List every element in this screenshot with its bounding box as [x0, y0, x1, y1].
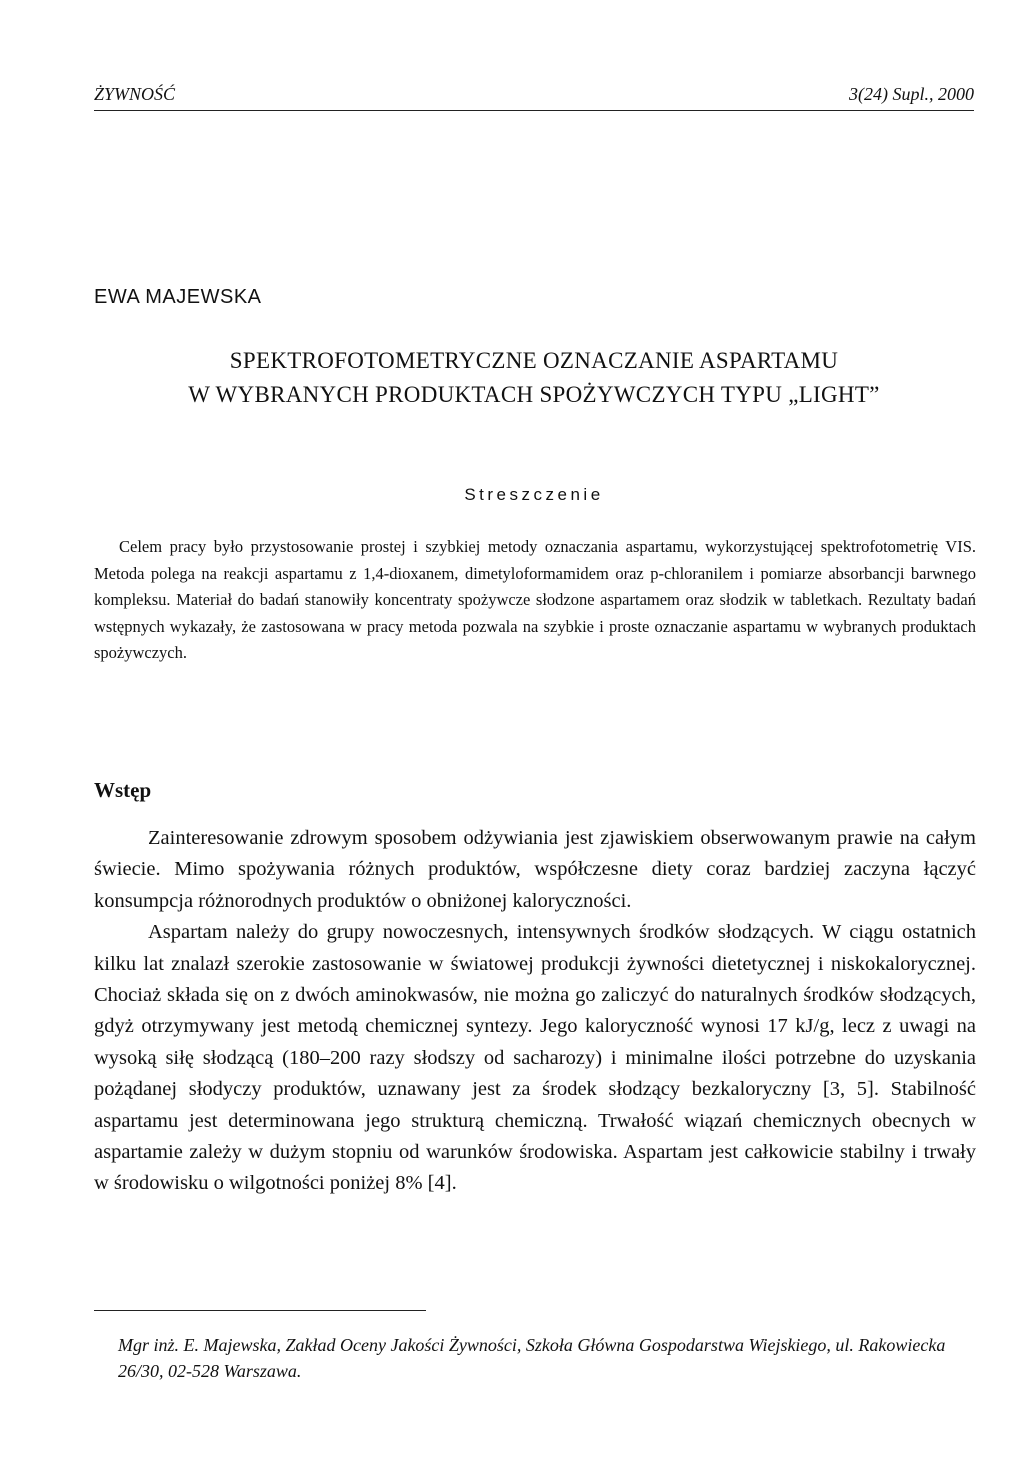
author-name: EWA MAJEWSKA — [94, 286, 262, 308]
footnote-rule — [94, 1310, 426, 1311]
title-line-2: W WYBRANYCH PRODUKTACH SPOŻYWCZYCH TYPU „LIGHT” — [188, 382, 880, 407]
section-heading: Wstęp — [94, 778, 152, 802]
abstract-text: Celem pracy było przystosowanie prostej i szybkiej metody oznaczania aspartamu, wykorzystującej spektrofotometrię VIS. Metoda polega na reakcji aspartamu z 1,4-dioxanem, dimetyloformamidem oraz p-chloranilem i pomiarze absorbancji barwnego kompleksu. Materiał do badań stanowiły koncentraty spożywcze słodzone aspartamem oraz słodzik w tabletkach. Rezultaty badań wstępnych wykazały, że zastosowana w pracy metoda pozwala na szybkie i proste oznaczanie aspartamu w wybranych produktach spożywczych. — [94, 537, 976, 663]
paragraph-1: Zainteresowanie zdrowym sposobem odżywiania jest zjawiskiem obserwowanym prawie na całym świecie. Mimo spożywania różnych produktów, współczesne diety coraz bardziej zaczyna łączyć konsumpcja różnorodnych produktów o obniżonej kaloryczności. — [94, 827, 976, 912]
issue-number: 3(24) Supl., 2000 — [849, 84, 974, 104]
article-title — [94, 344, 974, 412]
section-body — [94, 823, 976, 1200]
header-rule — [94, 110, 974, 111]
journal-name: ŻYWNOŚĆ — [94, 84, 176, 104]
author-affiliation-footnote: Mgr inż. E. Majewska, Zakład Oceny Jakości Żywności, Szkoła Główna Gospodarstwa Wiejskiego, ul. Rakowiecka 26/30, 02-528 Warszawa. — [118, 1335, 946, 1381]
paragraph-2: Aspartam należy do grupy nowoczesnych, intensywnych środków słodzących. W ciągu ostatnich kilku lat znalazł szerokie zastosowanie w światowej produkcji żywności dietetycznej i niskokalorycznej. Chociaż składa się on z dwóch aminokwasów, nie można go zaliczyć do naturalnych środków słodzących, gdyż otrzymywany jest metodą chemicznej syntezy. Jego kaloryczność wynosi 17 kJ/g, lecz z uwagi na wysoką siłę słodzącą (180–200 razy słodszy od sacharozy) i minimalne ilości potrzebne do uzyskania pożądanej słodyczy produktów, uznawany jest za środek słodzący bezkaloryczny [3, 5]. Stabilność aspartamu jest determinowana jego strukturą chemiczną. Trwałość wiązań chemicznych obecnych w aspartamie zależy w dużym stopniu od warunków środowiska. Aspartam jest całkowicie stabilny i trwały w środowisku o wilgotności poniżej 8% [4]. — [94, 921, 976, 1195]
title-line-1: SPEKTROFOTOMETRYCZNE OZNACZANIE ASPARTAMU — [229, 348, 839, 373]
abstract-heading: Streszczenie — [464, 485, 604, 504]
